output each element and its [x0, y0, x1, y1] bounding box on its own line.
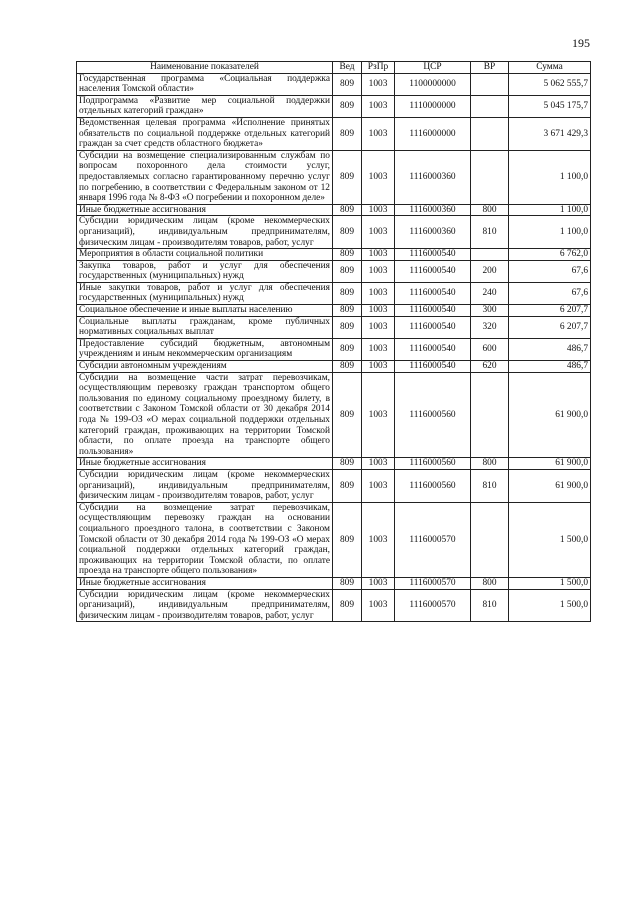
cell-ved: 809	[333, 249, 362, 261]
cell-name: Социальные выплаты гражданам, кроме публичных нормативных социальных выплат	[77, 316, 333, 338]
table-row	[77, 577, 591, 589]
cell-vr	[471, 117, 509, 150]
cell-name: Субсидии юридическим лицам (кроме некоммерческих организаций), индивидуальным предпринимателям, физическим лицам - производителям товаров, работ, услуг	[77, 216, 333, 249]
cell-ved: 809	[333, 204, 362, 216]
cell-rzpr: 1003	[362, 361, 395, 373]
table-row	[77, 73, 591, 95]
cell-name: Мероприятия в области социальной политики	[77, 249, 333, 261]
table-row	[77, 150, 591, 204]
cell-vr: 240	[471, 282, 509, 304]
cell-ved: 809	[333, 361, 362, 373]
cell-vr: 200	[471, 260, 509, 282]
cell-rzpr: 1003	[362, 589, 395, 622]
header-rzpr: РзПр	[362, 62, 395, 74]
cell-name: Субсидии на возмещение специализированным службам по вопросам похоронного дела стоимости услуг, предоставляемых согласно гарантированному перечню услуг по погребению, в соответствии с Федеральным законом от 12 января 1996 года № 8-ФЗ «О погребении и похоронном деле»	[77, 150, 333, 204]
table-row	[77, 338, 591, 360]
cell-name: Иные бюджетные ассигнования	[77, 577, 333, 589]
cell-sum: 3 671 429,3	[509, 117, 591, 150]
table-row	[77, 260, 591, 282]
cell-rzpr: 1003	[362, 282, 395, 304]
cell-csr: 1116000570	[395, 589, 471, 622]
cell-vr	[471, 95, 509, 117]
cell-sum: 1 500,0	[509, 589, 591, 622]
cell-csr: 1116000560	[395, 469, 471, 502]
table-row	[77, 216, 591, 249]
cell-name: Субсидии юридическим лицам (кроме некоммерческих организаций), индивидуальным предпринимателям, физическим лицам - производителям товаров, работ, услуг	[77, 589, 333, 622]
table-row	[77, 204, 591, 216]
cell-vr	[471, 150, 509, 204]
cell-vr	[471, 249, 509, 261]
cell-sum: 61 900,0	[509, 469, 591, 502]
table-row	[77, 469, 591, 502]
cell-vr: 800	[471, 204, 509, 216]
cell-sum: 6 762,0	[509, 249, 591, 261]
header-csr: ЦСР	[395, 62, 471, 74]
cell-sum: 61 900,0	[509, 372, 591, 458]
table-header-row	[77, 62, 591, 74]
cell-csr: 1116000540	[395, 316, 471, 338]
cell-ved: 809	[333, 469, 362, 502]
cell-csr: 1116000540	[395, 249, 471, 261]
cell-rzpr: 1003	[362, 338, 395, 360]
cell-csr: 1110000000	[395, 95, 471, 117]
cell-ved: 809	[333, 502, 362, 577]
cell-rzpr: 1003	[362, 216, 395, 249]
cell-name: Иные бюджетные ассигнования	[77, 458, 333, 470]
cell-ved: 809	[333, 216, 362, 249]
cell-vr	[471, 502, 509, 577]
cell-ved: 809	[333, 458, 362, 470]
cell-name: Иные закупки товаров, работ и услуг для обеспечения государственных (муниципальных) нужд	[77, 282, 333, 304]
cell-rzpr: 1003	[362, 95, 395, 117]
header-name: Наименование показателей	[77, 62, 333, 74]
cell-name: Субсидии на возмещение затрат перевозчикам, осуществляющим перевозку граждан на основании социального проездного талона, в соответствии с Законом Томской области от 30 декабря 2014 года № 199-ОЗ «О мерах социальной поддержки отдельных категорий граждан, проживающих на территории Томской области, по оплате проезда на транспорте общего пользования»	[77, 502, 333, 577]
cell-name: Государственная программа «Социальная поддержка населения Томской области»	[77, 73, 333, 95]
cell-vr: 800	[471, 458, 509, 470]
cell-ved: 809	[333, 316, 362, 338]
cell-sum: 1 500,0	[509, 577, 591, 589]
cell-csr: 1116000540	[395, 361, 471, 373]
cell-vr: 620	[471, 361, 509, 373]
cell-sum: 6 207,7	[509, 316, 591, 338]
cell-name: Предоставление субсидий бюджетным, автономным учреждениям и иным некоммерческим организациям	[77, 338, 333, 360]
table-row	[77, 589, 591, 622]
cell-name: Субсидии на возмещение части затрат перевозчикам, осуществляющим перевозку граждан транспортом общего пользования по единому социальному проездному билету, в соответствии с Законом Томской области от 30 декабря 2014 года № 199-ОЗ «О мерах социальной поддержки отдельных категорий граждан, проживающих на территории Томской области, по оплате проезда на транспорте общего пользования»	[77, 372, 333, 458]
cell-rzpr: 1003	[362, 502, 395, 577]
cell-vr: 810	[471, 469, 509, 502]
cell-rzpr: 1003	[362, 316, 395, 338]
cell-ved: 809	[333, 117, 362, 150]
cell-csr: 1116000540	[395, 305, 471, 317]
table-row	[77, 249, 591, 261]
cell-sum: 5 062 555,7	[509, 73, 591, 95]
cell-csr: 1116000560	[395, 458, 471, 470]
cell-csr: 1116000540	[395, 260, 471, 282]
cell-name: Подпрограмма «Развитие мер социальной поддержки отдельных категорий граждан»	[77, 95, 333, 117]
cell-sum: 486,7	[509, 338, 591, 360]
cell-rzpr: 1003	[362, 249, 395, 261]
cell-name: Социальное обеспечение и иные выплаты населению	[77, 305, 333, 317]
cell-csr: 1116000360	[395, 216, 471, 249]
cell-csr: 1116000000	[395, 117, 471, 150]
cell-vr	[471, 73, 509, 95]
cell-sum: 486,7	[509, 361, 591, 373]
cell-csr: 1116000570	[395, 577, 471, 589]
cell-sum: 6 207,7	[509, 305, 591, 317]
table-row	[77, 117, 591, 150]
cell-csr: 1116000570	[395, 502, 471, 577]
table-row	[77, 372, 591, 458]
cell-rzpr: 1003	[362, 458, 395, 470]
cell-sum: 61 900,0	[509, 458, 591, 470]
cell-ved: 809	[333, 305, 362, 317]
cell-vr: 300	[471, 305, 509, 317]
cell-vr	[471, 372, 509, 458]
table-row	[77, 458, 591, 470]
cell-sum: 5 045 175,7	[509, 95, 591, 117]
cell-vr: 600	[471, 338, 509, 360]
cell-vr: 800	[471, 577, 509, 589]
cell-ved: 809	[333, 95, 362, 117]
table-row	[77, 95, 591, 117]
cell-vr: 810	[471, 216, 509, 249]
table-row	[77, 316, 591, 338]
cell-name: Закупка товаров, работ и услуг для обеспечения государственных (муниципальных) нужд	[77, 260, 333, 282]
cell-rzpr: 1003	[362, 577, 395, 589]
cell-vr: 320	[471, 316, 509, 338]
cell-name: Субсидии юридическим лицам (кроме некоммерческих организаций), индивидуальным предпринимателям, физическим лицам - производителям товаров, работ, услуг	[77, 469, 333, 502]
cell-vr: 810	[471, 589, 509, 622]
header-vr: ВР	[471, 62, 509, 74]
cell-ved: 809	[333, 372, 362, 458]
budget-table	[76, 61, 591, 622]
header-ved: Вед	[333, 62, 362, 74]
cell-sum: 1 100,0	[509, 150, 591, 204]
cell-rzpr: 1003	[362, 469, 395, 502]
cell-rzpr: 1003	[362, 260, 395, 282]
cell-ved: 809	[333, 589, 362, 622]
cell-ved: 809	[333, 260, 362, 282]
cell-rzpr: 1003	[362, 117, 395, 150]
table-row	[77, 361, 591, 373]
cell-ved: 809	[333, 338, 362, 360]
cell-rzpr: 1003	[362, 305, 395, 317]
cell-name: Ведомственная целевая программа «Исполнение принятых обязательств по социальной поддержке отдельных категорий граждан за счет средств областного бюджета»	[77, 117, 333, 150]
cell-csr: 1116000360	[395, 204, 471, 216]
cell-rzpr: 1003	[362, 73, 395, 95]
cell-sum: 67,6	[509, 282, 591, 304]
cell-csr: 1116000540	[395, 282, 471, 304]
cell-rzpr: 1003	[362, 372, 395, 458]
cell-csr: 1116000540	[395, 338, 471, 360]
table-row	[77, 282, 591, 304]
cell-sum: 67,6	[509, 260, 591, 282]
cell-csr: 1100000000	[395, 73, 471, 95]
cell-rzpr: 1003	[362, 150, 395, 204]
table-row	[77, 502, 591, 577]
cell-ved: 809	[333, 282, 362, 304]
cell-ved: 809	[333, 577, 362, 589]
cell-sum: 1 100,0	[509, 216, 591, 249]
cell-sum: 1 100,0	[509, 204, 591, 216]
cell-sum: 1 500,0	[509, 502, 591, 577]
cell-rzpr: 1003	[362, 204, 395, 216]
cell-csr: 1116000560	[395, 372, 471, 458]
header-sum: Сумма	[509, 62, 591, 74]
page-number: 195	[572, 36, 590, 50]
cell-ved: 809	[333, 73, 362, 95]
cell-name: Субсидии автономным учреждениям	[77, 361, 333, 373]
table-row	[77, 305, 591, 317]
cell-name: Иные бюджетные ассигнования	[77, 204, 333, 216]
cell-csr: 1116000360	[395, 150, 471, 204]
cell-ved: 809	[333, 150, 362, 204]
